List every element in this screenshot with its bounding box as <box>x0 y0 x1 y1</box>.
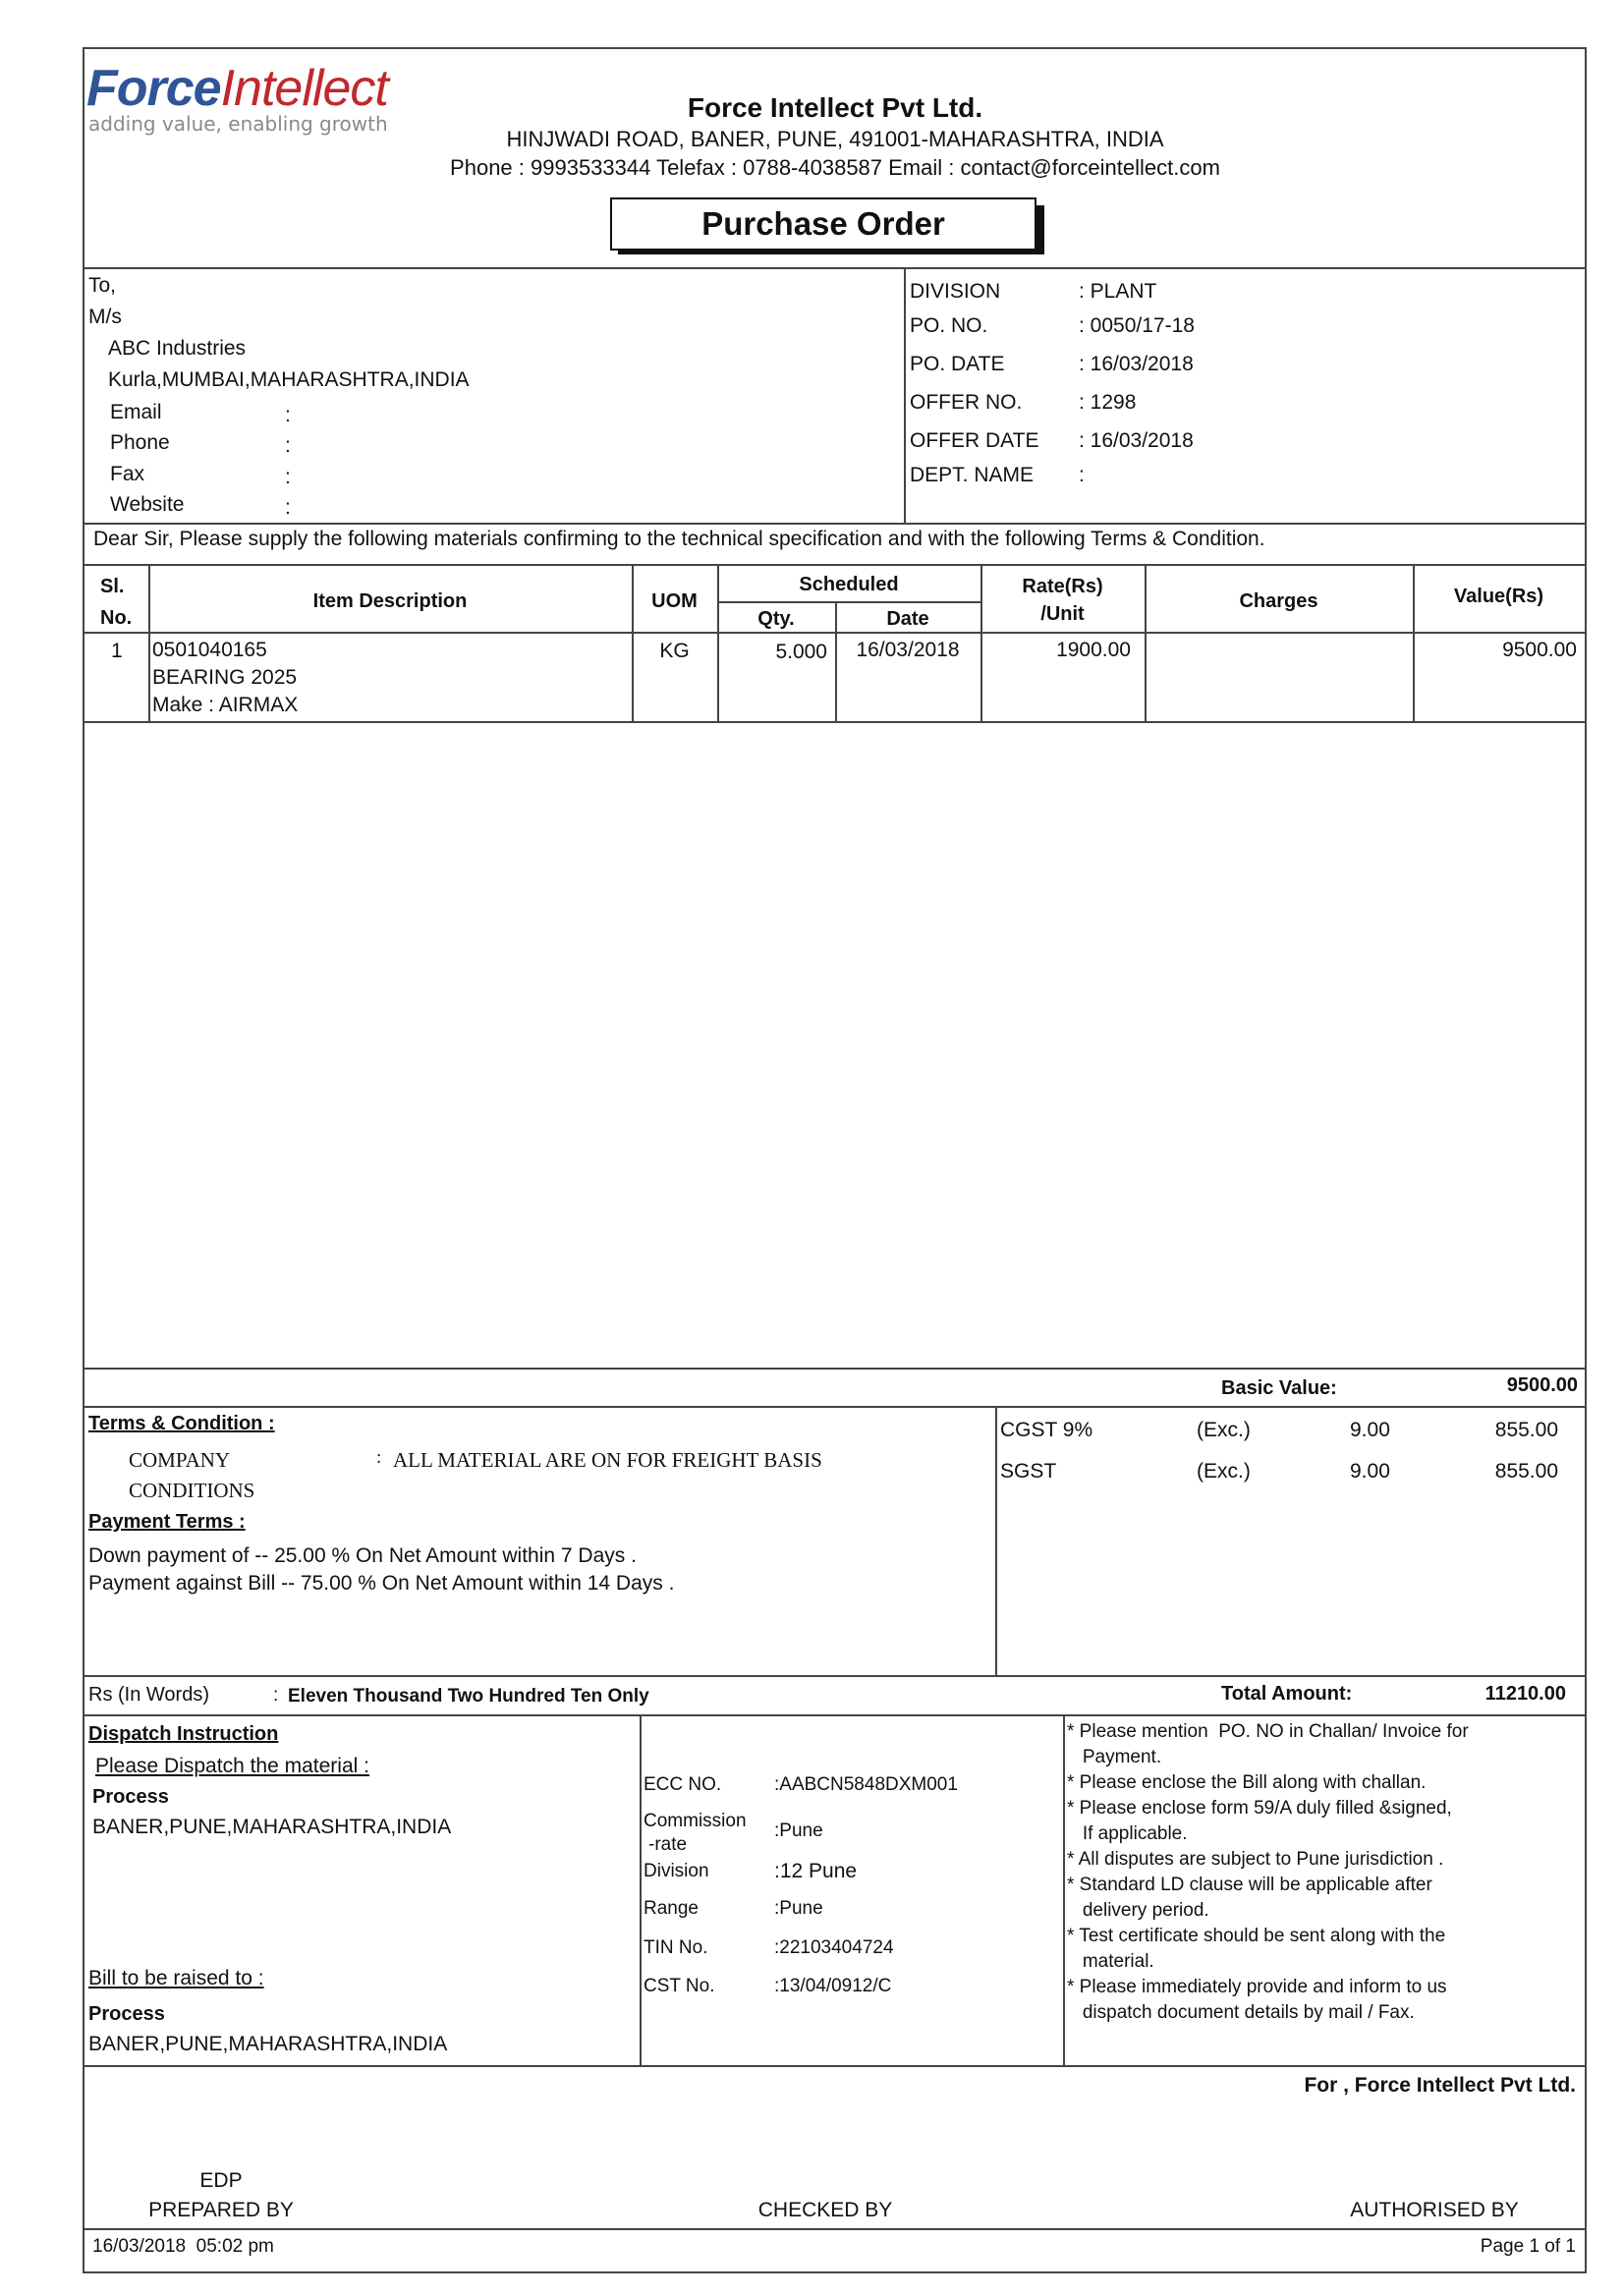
bill-process-label: Process <box>88 2003 165 2025</box>
document-title: Purchase Order <box>610 197 1036 251</box>
division-label: DIVISION <box>910 280 1001 303</box>
divider-signature <box>83 2228 1587 2230</box>
note-line: * All disputes are subject to Pune jurisdiction . <box>1067 1849 1444 1870</box>
th-sl-1: Sl. <box>100 576 125 597</box>
dispatch-process-label: Process <box>92 1786 169 1808</box>
payment-line-2: Payment against Bill -- 75.00 % On Net Amount within 14 Days . <box>88 1572 675 1595</box>
po-no-label: PO. NO. <box>910 314 988 337</box>
tax-cgst-rate: 9.00 <box>1350 1419 1390 1441</box>
col-rate <box>1145 564 1147 722</box>
po-date-label: PO. DATE <box>910 353 1005 375</box>
authorised-by: AUTHORISED BY <box>1350 2199 1519 2221</box>
company-name: Force Intellect Pvt Ltd. <box>687 92 983 123</box>
company-address: HINJWADI ROAD, BANER, PUNE, 491001-MAHARASHTRA, INDIA <box>506 127 1164 151</box>
words-label: Rs (In Words) <box>88 1684 209 1706</box>
range-label: Range <box>644 1898 699 1919</box>
row-sl: 1 <box>111 640 123 662</box>
vendor-to: To, <box>88 274 117 297</box>
division-id-label: Division <box>644 1861 709 1881</box>
tax-sgst-rate: 9.00 <box>1350 1460 1390 1483</box>
row-value: 9500.00 <box>1502 639 1577 661</box>
cst-no-value: :13/04/0912/C <box>774 1976 892 1996</box>
row-item-desc: BEARING 2025 <box>152 666 298 689</box>
note-line: * Please enclose the Bill along with challan. <box>1067 1772 1427 1793</box>
commission-label-2: -rate <box>648 1834 688 1855</box>
divider-terms-top <box>83 1406 1587 1408</box>
tax-sgst-name: SGST <box>1000 1460 1057 1483</box>
col-sl <box>148 564 150 722</box>
tin-no-value: :22103404724 <box>774 1937 894 1958</box>
print-timestamp: 16/03/2018 05:02 pm <box>92 2236 274 2257</box>
company-contact: Phone : 9993533344 Telefax : 0788-4038587 Email : contact@forceintellect.com <box>450 155 1220 180</box>
logo-force-text: Force <box>86 60 221 117</box>
commission-label: Commission <box>644 1811 747 1831</box>
divider-scheduled <box>717 601 980 603</box>
divider-dispatch-top <box>83 1714 1587 1716</box>
frame-top <box>83 47 1587 49</box>
divider-vendor-order <box>904 267 906 523</box>
ecc-no-value: :AABCN5848DXM001 <box>774 1774 958 1795</box>
edp-label: EDP <box>199 2169 243 2192</box>
divider-intro-top <box>83 523 1587 525</box>
po-date-value: : 16/03/2018 <box>1079 353 1194 375</box>
range-value: :Pune <box>774 1898 823 1919</box>
frame-left <box>83 47 84 2273</box>
note-line: * Test certificate should be sent along with the <box>1067 1926 1446 1946</box>
divider-header <box>83 267 1587 269</box>
terms-company-sep: : <box>376 1447 382 1468</box>
th-value: Value(Rs) <box>1453 586 1544 607</box>
note-line: * Please enclose form 59/A duly filled &signed, <box>1067 1798 1452 1819</box>
divider-table-top <box>83 564 1587 566</box>
page-number: Page 1 of 1 <box>1480 2236 1576 2257</box>
th-charges: Charges <box>1239 590 1318 612</box>
terms-company-label-2: CONDITIONS <box>129 1479 255 1502</box>
cst-no-label: CST No. <box>644 1976 715 1996</box>
tax-cgst-name: CGST 9% <box>1000 1419 1093 1441</box>
th-scheduled: Scheduled <box>799 574 899 595</box>
terms-company-value: ALL MATERIAL ARE ON FOR FREIGHT BASIS <box>393 1448 822 1472</box>
dispatch-process-value: BANER,PUNE,MAHARASHTRA,INDIA <box>92 1816 452 1838</box>
th-uom: UOM <box>651 590 698 612</box>
bill-title: Bill to be raised to : <box>88 1967 264 1989</box>
ecc-no-label: ECC NO. <box>644 1774 722 1795</box>
vendor-phone-label: Phone <box>110 431 170 454</box>
vendor-website-label: Website <box>110 493 185 516</box>
total-amount-label: Total Amount: <box>1221 1683 1353 1705</box>
offer-no-value: : 1298 <box>1079 391 1137 414</box>
dispatch-title: Dispatch Instruction <box>88 1723 279 1745</box>
note-line: * Standard LD clause will be applicable after <box>1067 1875 1432 1895</box>
note-line: * Please immediately provide and inform to us <box>1067 1977 1447 1997</box>
dept-name-label: DEPT. NAME <box>910 464 1035 486</box>
tax-sgst-amount: 855.00 <box>1494 1460 1558 1483</box>
vendor-name: ABC Industries <box>108 337 247 360</box>
row-qty: 5.000 <box>775 641 827 663</box>
note-line: material. <box>1067 1951 1154 1972</box>
payment-terms-title: Payment Terms : <box>88 1511 246 1533</box>
po-no-value: : 0050/17-18 <box>1079 314 1195 337</box>
note-line: delivery period. <box>1067 1900 1209 1921</box>
logo-tagline: adding value, enabling growth <box>88 112 388 136</box>
row-date: 16/03/2018 <box>856 639 960 661</box>
total-amount-value: 11210.00 <box>1484 1683 1566 1705</box>
th-sl-2: No. <box>100 607 133 629</box>
checked-by: CHECKED BY <box>757 2199 893 2221</box>
note-line: If applicable. <box>1067 1823 1188 1844</box>
offer-date-value: : 16/03/2018 <box>1079 429 1194 452</box>
payment-line-1: Down payment of -- 25.00 % On Net Amount within 7 Days . <box>88 1544 637 1567</box>
th-rate-1: Rate(Rs) <box>1022 576 1103 597</box>
terms-title: Terms & Condition : <box>88 1413 275 1434</box>
division-value: : PLANT <box>1079 280 1157 303</box>
vendor-email-label: Email <box>110 401 162 423</box>
offer-date-label: OFFER DATE <box>910 429 1039 452</box>
row-item-code: 0501040165 <box>152 639 267 661</box>
note-line: * Please mention PO. NO in Challan/ Invoice for <box>1067 1721 1469 1742</box>
terms-company-label-1: COMPANY <box>129 1448 231 1472</box>
logo-intellect-text: Intellect <box>220 60 388 117</box>
words-value: Eleven Thousand Two Hundred Ten Only <box>288 1686 649 1707</box>
intro-text: Dear Sir, Please supply the following materials confirming to the technical specification and with the following Terms & Condition. <box>93 528 1265 550</box>
tax-sgst-type: (Exc.) <box>1197 1460 1251 1483</box>
th-qty: Qty. <box>757 608 795 630</box>
vendor-fax-value: : <box>285 466 291 488</box>
tax-cgst-amount: 855.00 <box>1494 1419 1558 1441</box>
tax-cgst-type: (Exc.) <box>1197 1419 1251 1441</box>
vendor-address: Kurla,MUMBAI,MAHARASHTRA,INDIA <box>108 368 470 391</box>
vendor-fax-label: Fax <box>110 463 145 485</box>
basic-value-amount: 9500.00 <box>1506 1374 1578 1396</box>
divider-footer-top <box>83 2065 1587 2067</box>
bill-process-value: BANER,PUNE,MAHARASHTRA,INDIA <box>88 2033 448 2055</box>
basic-value-label: Basic Value: <box>1221 1377 1337 1399</box>
divider-terms-tax <box>995 1406 997 1675</box>
divider-words-top <box>83 1675 1587 1677</box>
divider-dispatch-ids <box>640 1714 642 2065</box>
th-item-description: Item Description <box>312 590 468 612</box>
offer-no-label: OFFER NO. <box>910 391 1023 414</box>
row-rate: 1900.00 <box>1056 639 1131 661</box>
divider-ids-notes <box>1063 1714 1065 2065</box>
row-item-make: Make : AIRMAX <box>152 694 299 716</box>
th-date: Date <box>886 608 929 630</box>
words-sep: : <box>273 1685 279 1706</box>
divider-basic-top <box>83 1368 1587 1370</box>
vendor-ms: M/s <box>88 306 122 328</box>
note-line: Payment. <box>1067 1747 1162 1767</box>
note-line: dispatch document details by mail / Fax. <box>1067 2002 1415 2023</box>
frame-bottom <box>83 2271 1587 2273</box>
dispatch-please: Please Dispatch the material : <box>95 1755 369 1777</box>
dept-name-value: : <box>1079 464 1085 486</box>
frame-right <box>1585 47 1587 2273</box>
row-uom: KG <box>659 640 690 662</box>
vendor-phone-value: : <box>285 434 291 457</box>
tin-no-label: TIN No. <box>644 1937 708 1958</box>
th-rate-2: /Unit <box>1040 603 1085 625</box>
prepared-by: PREPARED BY <box>148 2199 294 2221</box>
vendor-website-value: : <box>285 496 291 519</box>
commission-value: :Pune <box>774 1820 823 1841</box>
for-company: For , Force Intellect Pvt Ltd. <box>1304 2074 1576 2097</box>
division-id-value: :12 Pune <box>774 1860 858 1882</box>
vendor-email-value: : <box>285 404 291 426</box>
